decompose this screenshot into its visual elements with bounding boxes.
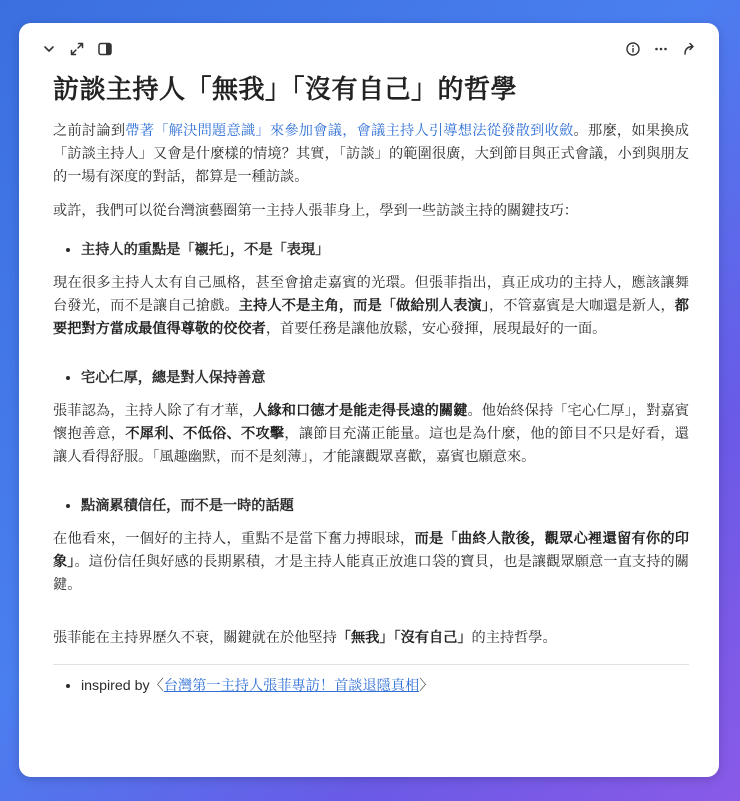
more-icon[interactable]	[651, 39, 671, 59]
closing-text: 的主持哲學。	[471, 630, 557, 646]
closing-text: 張菲能在主持界歷久不衰，關鍵就在於他堅持	[53, 630, 337, 646]
section-text: 。他始終保持「宅心仁厚」，對嘉賓懷抱善意，	[53, 403, 689, 442]
section-text: 。這份信任與好感的長期累積，才是主持人能真正放進口袋的寶貝，也是讓觀眾願意一直支持的關鍵。	[53, 554, 689, 593]
intro-prefix: 之前討論到	[53, 123, 126, 139]
section-paragraph	[53, 528, 689, 597]
intro-suffix: 。那麼，如果換成「訪談主持人」又會是什麼樣的情境？其實，「訪談」的範圍很廣，大到節目與正式會議，小到與朋友的一場有深度的對話，都算是一種訪談。	[53, 123, 689, 185]
closing-paragraph	[53, 627, 689, 650]
link-problem-solving[interactable]: 帶著「解決問題意識」來參加會議	[125, 123, 343, 139]
section-text: ，讓節目充滿正能量。這也是為什麼，他的節目不只是好看，還讓人看得舒服。「風趣幽默，而不是刻薄」，才能讓觀眾喜歡，嘉賓也願意來。	[53, 426, 689, 465]
toolbar	[19, 23, 719, 75]
inspired-suffix: 〉	[419, 678, 434, 694]
intro-link-separator[interactable]: ，	[342, 123, 357, 139]
section-bold: 不犀利、不低俗、不攻擊	[125, 426, 285, 442]
expand-icon[interactable]	[67, 39, 87, 59]
section-heading-list	[53, 495, 689, 518]
chevron-down-icon[interactable]	[39, 39, 59, 59]
divider	[53, 664, 689, 665]
section-text: 在他看來，一個好的主持人，重點不是當下奮力搏眼球，	[53, 531, 415, 547]
section-heading: • 主持人的重點是「襯托」，不是「表現」	[81, 239, 689, 262]
sidebar-panel-icon[interactable]	[95, 39, 115, 59]
section-paragraph	[53, 272, 689, 341]
inspired-prefix: inspired by〈	[81, 678, 164, 694]
intro-paragraph	[53, 120, 689, 189]
section-heading: • 宅心仁厚，總是對人保持善意	[81, 367, 689, 390]
section-heading-list	[53, 239, 689, 262]
section-text: ，首要任務是讓他放鬆，安心發揮，展現最好的一面。	[265, 321, 607, 337]
section-bold: 主持人不是主角，而是「做給別人表演」	[238, 298, 489, 314]
section-text: 現在很多主持人太有自己風格，甚至會搶走嘉賓的光環。但張菲指出，真正成功的主持人，應該讓舞台發光，而不是讓自己搶戲。	[53, 275, 689, 314]
note-content	[53, 71, 689, 698]
section-bold: 都要把對方當成最值得尊敬的佼佼者	[53, 298, 689, 337]
section-heading-list	[53, 367, 689, 390]
lead-paragraph: 或許，我們可以從台灣演藝圈第一主持人張菲身上，學到一些訪談主持的關鍵技巧：	[53, 203, 578, 219]
section-bold: 人緣和口德才是能走得長遠的關鍵	[253, 403, 468, 419]
section-text: 張菲認為，主持人除了有才華，	[53, 403, 254, 419]
share-arrow-icon[interactable]	[679, 39, 699, 59]
link-meeting-host[interactable]: 會議主持人引導想法從發散到收斂	[356, 123, 574, 139]
inspired-link[interactable]: 台灣第一主持人張菲專訪！首談退隱真相	[163, 678, 420, 694]
section-bold: 而是「曲終人散後，觀眾心裡還留有你的印象」	[53, 531, 689, 570]
inspired-list	[53, 675, 689, 698]
inspired-item	[81, 675, 689, 698]
section-text: ，不管嘉賓是大咖還是新人，	[488, 298, 675, 314]
info-icon[interactable]	[623, 39, 643, 59]
note-card	[19, 23, 719, 777]
page-title: 訪談主持人「無我」「沒有自己」的哲學	[53, 74, 518, 104]
section-paragraph	[53, 400, 689, 469]
section-heading: • 點滴累積信任，而不是一時的話題	[81, 495, 689, 518]
closing-bold: 「無我」「沒有自己」	[336, 630, 472, 646]
